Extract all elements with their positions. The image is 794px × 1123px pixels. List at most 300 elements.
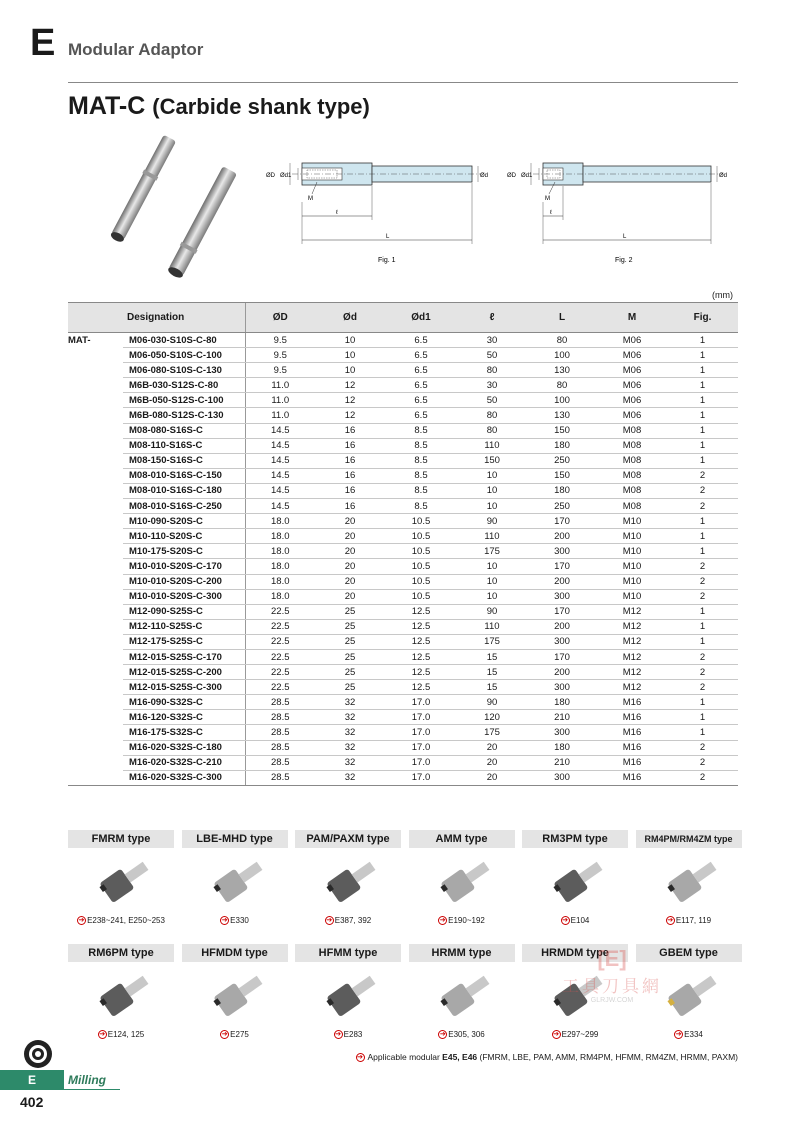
product-photo [80,130,250,290]
value-cell: 1 [667,408,738,423]
value-cell: 1 [667,725,738,740]
designation-prefix [68,619,123,634]
product-name: MAT-C [68,92,146,120]
value-cell: 10 [457,574,527,589]
value-cell: 2 [667,499,738,514]
designation-prefix [68,393,123,408]
table-row [68,604,738,619]
cutter-name: LBE-MHD type [182,830,288,848]
value-cell: 300 [527,544,597,559]
value-cell: 90 [457,604,527,619]
value-cell: 16 [315,468,385,483]
value-cell: 10 [315,333,385,348]
section-tab[interactable]: E [0,1070,64,1090]
designation-cell: M12-090-S25S-C [123,604,245,619]
value-cell: 200 [527,619,597,634]
section-letter: E [30,22,56,64]
table-row [68,483,738,498]
value-cell: 2 [667,589,738,604]
cutter-name: HRMDM type [522,944,628,962]
cutter-ref-text: E117, 119 [675,916,712,925]
value-cell: 300 [527,680,597,695]
table-row [68,468,738,483]
value-cell: 15 [457,680,527,695]
value-cell: 18.0 [245,589,315,604]
designation-prefix [68,499,123,514]
designation-cell: M08-150-S16S-C [123,453,245,468]
footnote-pages[interactable]: E45, E46 [442,1052,478,1062]
cutter-page-ref[interactable] [636,1030,742,1039]
cutter-card[interactable] [68,830,174,925]
designation-prefix [68,363,123,378]
designation-cell: M16-020-S32S-C-210 [123,755,245,770]
cutter-page-ref[interactable] [182,916,288,925]
table-row [68,665,738,680]
value-cell: 32 [315,725,385,740]
value-cell: 10.5 [385,514,457,529]
value-cell: 10.5 [385,589,457,604]
header-designation: Designation [123,303,245,333]
fig2-caption: Fig. 2 [615,257,633,264]
value-cell: M06 [597,333,667,348]
fig2-label-M: M [545,196,550,202]
value-cell: 16 [315,453,385,468]
cutter-card[interactable] [68,944,174,1039]
value-cell: 8.5 [385,438,457,453]
cutter-card[interactable] [182,944,288,1039]
designation-cell: M10-010-S20S-C-300 [123,589,245,604]
value-cell: 25 [315,634,385,649]
table-row [68,363,738,378]
watermark-url: GLRJW.COM [590,997,634,1004]
cutter-icon [530,852,620,914]
cutter-page-ref[interactable] [409,916,515,925]
value-cell: 200 [527,574,597,589]
value-cell: 6.5 [385,378,457,393]
cutter-icon [303,966,393,1028]
value-cell: 16 [315,423,385,438]
designation-prefix [68,378,123,393]
value-cell: 6.5 [385,393,457,408]
value-cell: 1 [667,438,738,453]
value-cell: 9.5 [245,333,315,348]
designation-prefix [68,529,123,544]
value-cell: 12.5 [385,665,457,680]
value-cell: 22.5 [245,619,315,634]
value-cell: M12 [597,619,667,634]
value-cell: 175 [457,725,527,740]
cutter-page-ref[interactable] [522,1030,628,1039]
value-cell: 11.0 [245,378,315,393]
value-cell: 25 [315,649,385,664]
value-cell: 12 [315,408,385,423]
value-cell: 9.5 [245,348,315,363]
value-cell: 12.5 [385,634,457,649]
header-d: Ød [315,303,385,333]
value-cell: 110 [457,438,527,453]
designation-prefix [68,483,123,498]
cutter-ref-text: E334 [684,1030,703,1039]
value-cell: 8.5 [385,499,457,514]
cutter-ref-text: E305, 306 [448,1030,485,1039]
value-cell: 22.5 [245,634,315,649]
designation-cell: M06-030-S10S-C-80 [123,333,245,348]
value-cell: 10 [457,483,527,498]
value-cell: 20 [315,559,385,574]
designation-cell: M08-010-S16S-C-150 [123,468,245,483]
value-cell: 300 [527,634,597,649]
value-cell: 170 [527,559,597,574]
cutter-name: FMRM type [68,830,174,848]
cutter-page-ref[interactable] [182,1030,288,1039]
value-cell: 8.5 [385,468,457,483]
value-cell: 16 [315,438,385,453]
value-cell: 1 [667,634,738,649]
value-cell: 175 [457,544,527,559]
value-cell: M10 [597,529,667,544]
header-prefix-cell [68,303,123,333]
value-cell: M10 [597,589,667,604]
cutter-icon [76,852,166,914]
value-cell: 2 [667,680,738,695]
value-cell: 175 [457,634,527,649]
milling-cutter-icon [22,1038,54,1070]
designation-prefix [68,574,123,589]
cutter-name: HRMM type [409,944,515,962]
value-cell: M08 [597,499,667,514]
cutter-card[interactable] [295,944,401,1039]
value-cell: 2 [667,740,738,755]
value-cell: 10 [457,559,527,574]
cutter-icon [190,852,280,914]
cutter-ref-text: E297~299 [561,1030,599,1039]
fig1-label-d1: Ød1 [280,173,292,179]
value-cell: 17.0 [385,695,457,710]
value-cell: 1 [667,514,738,529]
value-cell: 12.5 [385,649,457,664]
value-cell: 1 [667,348,738,363]
designation-cell: M16-090-S32S-C [123,695,245,710]
value-cell: 14.5 [245,453,315,468]
value-cell: 6.5 [385,408,457,423]
table-row [68,348,738,363]
value-cell: 17.0 [385,740,457,755]
cutter-page-ref[interactable] [522,916,628,925]
fig1-drawing [262,150,502,270]
table-header-row [68,303,738,333]
value-cell: 12 [315,378,385,393]
table-row [68,514,738,529]
designation-prefix [68,559,123,574]
page-ref-icon: ➔ [439,917,446,925]
designation-cell: M08-080-S16S-C [123,423,245,438]
value-cell: 90 [457,695,527,710]
spec-table [68,302,738,786]
value-cell: 16 [315,483,385,498]
designation-prefix [68,589,123,604]
value-cell: 210 [527,755,597,770]
value-cell: 150 [457,453,527,468]
value-cell: 1 [667,544,738,559]
cutter-page-ref[interactable] [409,1030,515,1039]
value-cell: 1 [667,333,738,348]
value-cell: 12.5 [385,619,457,634]
value-cell: 20 [315,544,385,559]
value-cell: 110 [457,529,527,544]
table-row [68,619,738,634]
value-cell: 17.0 [385,710,457,725]
value-cell: 22.5 [245,649,315,664]
value-cell: M10 [597,559,667,574]
cutter-name: RM3PM type [522,830,628,848]
header-l: ℓ [457,303,527,333]
table-row [68,589,738,604]
table-row [68,574,738,589]
value-cell: 150 [527,423,597,438]
applicable-footnote [356,1052,738,1062]
value-cell: 10 [457,499,527,514]
value-cell: 15 [457,649,527,664]
footnote-text: Applicable modular [367,1052,440,1062]
value-cell: 12.5 [385,680,457,695]
value-cell: 6.5 [385,333,457,348]
cutter-card[interactable] [636,830,742,925]
value-cell: 80 [457,423,527,438]
value-cell: M16 [597,710,667,725]
table-row [68,423,738,438]
value-cell: 2 [667,468,738,483]
cutter-card[interactable] [182,830,288,925]
designation-cell: M10-010-S20S-C-170 [123,559,245,574]
value-cell: 250 [527,499,597,514]
designation-prefix [68,770,123,785]
cutter-icon [417,852,507,914]
fig2-label-L: L [623,234,627,240]
value-cell: 12.5 [385,604,457,619]
table-row [68,378,738,393]
fig1-caption: Fig. 1 [378,257,396,264]
designation-prefix [68,453,123,468]
value-cell: 17.0 [385,725,457,740]
value-cell: M12 [597,604,667,619]
page-number: 402 [20,1094,44,1110]
designation-cell: M16-020-S32S-C-300 [123,770,245,785]
designation-cell: M6B-030-S12S-C-80 [123,378,245,393]
table-row [68,725,738,740]
table-row [68,680,738,695]
value-cell: 32 [315,755,385,770]
designation-prefix [68,438,123,453]
header-fig: Fig. [667,303,738,333]
value-cell: M08 [597,423,667,438]
page-ref-icon: ➔ [553,1031,560,1039]
cutter-card[interactable] [409,944,515,1039]
value-cell: 6.5 [385,363,457,378]
value-cell: M12 [597,634,667,649]
value-cell: 32 [315,710,385,725]
designation-cell: M08-010-S16S-C-180 [123,483,245,498]
fig2-label-d1: Ød1 [521,173,533,179]
value-cell: 20 [315,574,385,589]
value-cell: 130 [527,408,597,423]
unit-label: (mm) [712,290,733,300]
designation-prefix [68,710,123,725]
value-cell: 11.0 [245,408,315,423]
cutter-name: PAM/PAXM type [295,830,401,848]
value-cell: M10 [597,544,667,559]
value-cell: 2 [667,649,738,664]
cutter-icon [303,852,393,914]
designation-prefix [68,348,123,363]
cutter-page-ref[interactable] [68,1030,174,1039]
value-cell: M06 [597,408,667,423]
value-cell: M16 [597,755,667,770]
value-cell: 25 [315,680,385,695]
designation-prefix [68,665,123,680]
cutter-ref-text: E104 [570,916,590,925]
value-cell: 1 [667,453,738,468]
value-cell: 14.5 [245,438,315,453]
value-cell: 9.5 [245,363,315,378]
value-cell: 20 [457,770,527,785]
value-cell: 14.5 [245,468,315,483]
value-cell: M08 [597,438,667,453]
value-cell: 28.5 [245,695,315,710]
table-row [68,499,738,514]
value-cell: 11.0 [245,393,315,408]
value-cell: 12 [315,393,385,408]
header-D: ØD [245,303,315,333]
value-cell: M10 [597,574,667,589]
cutter-page-ref[interactable] [295,1030,401,1039]
designation-cell: M12-175-S25S-C [123,634,245,649]
cutter-page-ref[interactable] [68,916,174,925]
designation-prefix [68,408,123,423]
table-row [68,529,738,544]
designation-cell: M16-175-S32S-C [123,725,245,740]
product-subtitle: (Carbide shank type) [152,94,370,119]
value-cell: M16 [597,770,667,785]
value-cell: 180 [527,695,597,710]
table-row [68,559,738,574]
designation-cell: M06-050-S10S-C-100 [123,348,245,363]
value-cell: 28.5 [245,710,315,725]
page-ref-icon: ➔ [78,917,85,925]
fig2-label-D: ØD [507,173,516,179]
value-cell: 210 [527,710,597,725]
value-cell: 2 [667,665,738,680]
value-cell: 28.5 [245,755,315,770]
value-cell: M06 [597,393,667,408]
value-cell: 18.0 [245,559,315,574]
designation-prefix: MAT- [68,334,91,346]
designation-prefix [68,423,123,438]
value-cell: 18.0 [245,529,315,544]
table-row [68,649,738,664]
value-cell: 250 [527,453,597,468]
value-cell: 1 [667,695,738,710]
value-cell: 80 [457,408,527,423]
value-cell: 2 [667,574,738,589]
value-cell: 17.0 [385,770,457,785]
value-cell: M08 [597,453,667,468]
value-cell: 170 [527,514,597,529]
value-cell: 150 [527,468,597,483]
value-cell: 28.5 [245,770,315,785]
designation-cell: M10-110-S20S-C [123,529,245,544]
value-cell: 18.0 [245,514,315,529]
designation-cell: M6B-050-S12S-C-100 [123,393,245,408]
designation-cell: M6B-080-S12S-C-130 [123,408,245,423]
value-cell: 120 [457,710,527,725]
value-cell: 8.5 [385,453,457,468]
designation-prefix [68,725,123,740]
value-cell: 1 [667,363,738,378]
cutter-ref-text: E124, 125 [107,1030,145,1039]
value-cell: 1 [667,393,738,408]
value-cell: 28.5 [245,725,315,740]
cutter-page-ref[interactable] [295,916,401,925]
page-ref-icon: ➔ [99,1031,106,1039]
value-cell: M10 [597,514,667,529]
value-cell: M08 [597,468,667,483]
fig2-label-l: ℓ [550,210,552,216]
value-cell: 10 [457,589,527,604]
value-cell: 20 [315,589,385,604]
value-cell: 14.5 [245,423,315,438]
cutter-card[interactable] [522,830,628,925]
value-cell: 100 [527,348,597,363]
designation-prefix [68,544,123,559]
category-label: Milling [68,1073,106,1087]
cutter-card[interactable] [295,830,401,925]
value-cell: 180 [527,740,597,755]
value-cell: 15 [457,665,527,680]
value-cell: M16 [597,725,667,740]
value-cell: 22.5 [245,680,315,695]
value-cell: 16 [315,499,385,514]
value-cell: 300 [527,770,597,785]
value-cell: 10.5 [385,574,457,589]
designation-prefix [68,649,123,664]
page-ref-icon: ➔ [357,1054,364,1062]
value-cell: 80 [527,378,597,393]
value-cell: 30 [457,378,527,393]
value-cell: M06 [597,378,667,393]
value-cell: 28.5 [245,740,315,755]
cutter-page-ref[interactable] [636,916,742,925]
cutter-card[interactable] [409,830,515,925]
value-cell: 2 [667,483,738,498]
cutter-name: HFMDM type [182,944,288,962]
header-M: M [597,303,667,333]
page-ref-icon: ➔ [562,917,569,925]
cutter-ref-text: E190~192 [448,916,485,925]
value-cell: 14.5 [245,499,315,514]
cutter-name: RM4PM/RM4ZM type [636,830,742,848]
value-cell: 6.5 [385,348,457,363]
designation-prefix [68,740,123,755]
cutter-ref-text: E275 [230,1030,249,1039]
value-cell: 20 [457,755,527,770]
designation-prefix [68,680,123,695]
value-cell: 25 [315,619,385,634]
designation-cell: M10-090-S20S-C [123,514,245,529]
value-cell: 20 [315,514,385,529]
value-cell: M12 [597,680,667,695]
table-row [68,710,738,725]
value-cell: 10.5 [385,559,457,574]
